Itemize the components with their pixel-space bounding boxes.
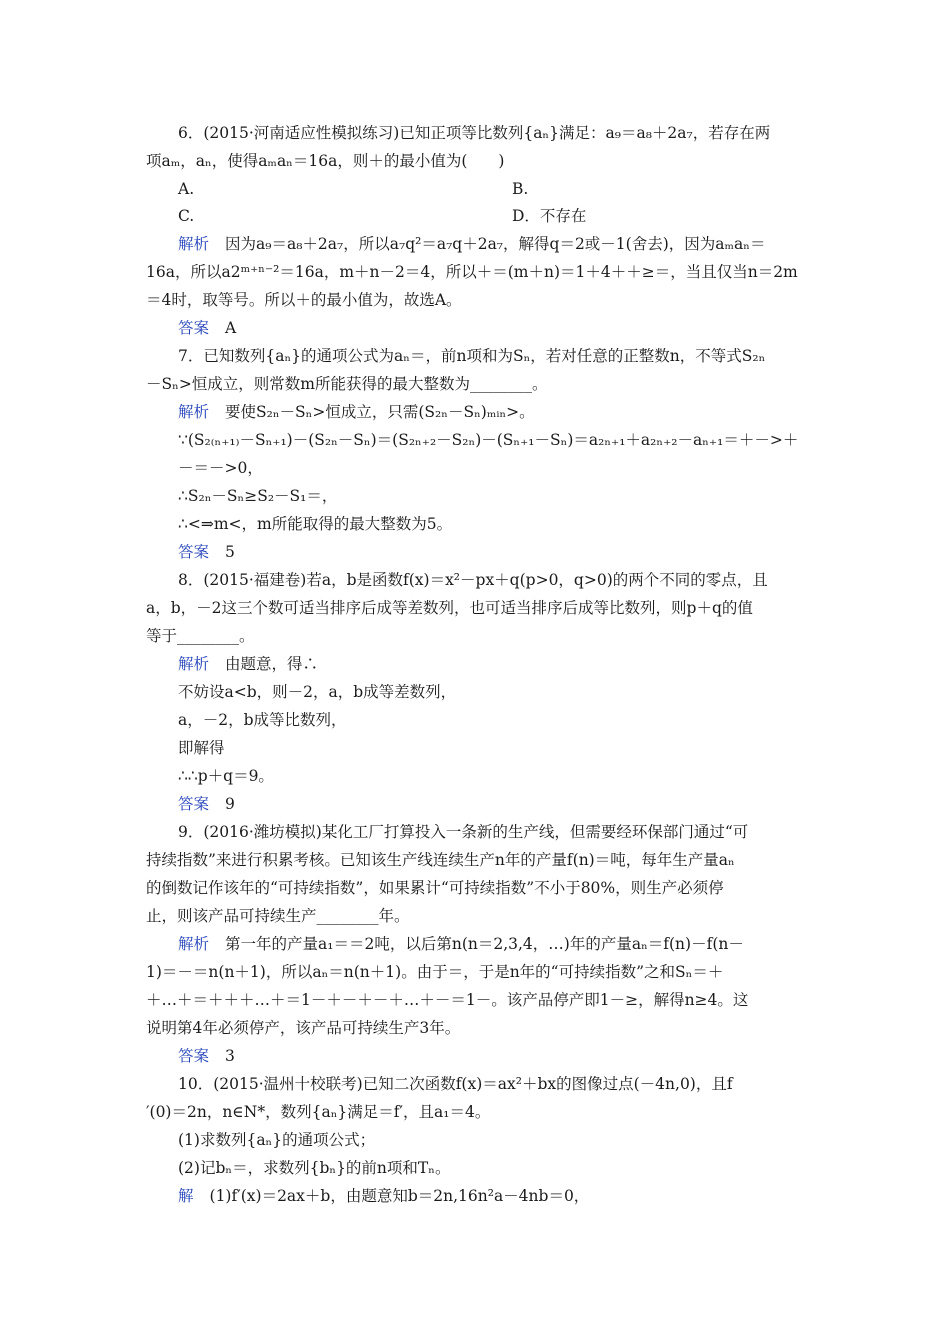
q6-option-c: C. <box>178 207 195 225</box>
q9-analysis-line-1: 解析 第一年的产量a₁＝＝2吨，以后第n(n＝2,3,4，…)年的产量aₙ＝f(n)－f(n－ <box>178 935 744 953</box>
q7-answer: 答案 5 <box>178 543 235 561</box>
answer-tag: 答案 <box>178 1047 210 1065</box>
analysis-tag: 解析 <box>178 235 210 253</box>
analysis-tag: 解析 <box>178 655 210 673</box>
q7-line-1: 7．已知数列{aₙ}的通项公式为aₙ＝，前n项和为Sₙ，若对任意的正整数n，不等式S₂ₙ <box>178 347 766 365</box>
q7-analysis-line-2: ∵(S₂₍ₙ₊₁₎－Sₙ₊₁)－(S₂ₙ－Sₙ)＝(S₂ₙ₊₂－S₂ₙ)－(Sₙ₊₁－Sₙ)＝a₂ₙ₊₁＋a₂ₙ₊₂－aₙ₊₁＝＋－>＋ <box>178 431 799 449</box>
analysis-tag: 解析 <box>178 935 210 953</box>
q6-option-d: D．不存在 <box>512 207 587 225</box>
q8-analysis-line-4: 即解得 <box>178 739 225 757</box>
q6-option-a: A. <box>178 180 195 198</box>
q8-analysis-line-3: a，－2，b成等比数列， <box>178 711 347 729</box>
q6-analysis-line-3: ＝4时，取等号。所以＋的最小值为，故选A。 <box>146 291 462 309</box>
q6-answer: 答案 A <box>178 319 237 337</box>
q9-line-4: 止，则该产品可持续生产________年。 <box>146 907 410 925</box>
q10-line-4: (2)记bₙ＝，求数列{bₙ}的前n项和Tₙ。 <box>178 1159 451 1177</box>
q9-analysis-line-2: 1)＝－＝n(n＋1)，所以aₙ＝n(n＋1)。由于＝，于是n年的“可持续指数”之和Sₙ＝＋ <box>146 963 724 981</box>
q7-line-2: －Sₙ>恒成立，则常数m所能获得的最大整数为________。 <box>146 375 548 393</box>
q10-solution-line-1: 解 (1)f′(x)＝2ax＋b，由题意知b＝2n,16n²a－4nb＝0， <box>178 1187 590 1205</box>
q10-line-1: 10．(2015·温州十校联考)已知二次函数f(x)＝ax²＋bx的图像过点(－4n,0)，且f <box>178 1075 733 1093</box>
analysis-tag: 解析 <box>178 403 210 421</box>
q9-line-2: 持续指数”来进行积累考核。已知该生产线连续生产n年的产量f(n)＝吨，每年生产量aₙ <box>146 851 735 869</box>
q9-analysis-line-3: ＋…＋＝＋＋＋…＋＝1－＋－＋－＋…＋－＝1－。该产品停产即1－≥，解得n≥4。这 <box>146 991 749 1009</box>
q9-line-1: 9．(2016·潍坊模拟)某化工厂打算投入一条新的生产线，但需要经环保部门通过“可 <box>178 823 749 841</box>
q7-analysis-line-1: 解析 要使S₂ₙ－Sₙ>恒成立，只需(S₂ₙ－Sₙ)ₘᵢₙ>。 <box>178 403 535 421</box>
answer-tag: 答案 <box>178 319 210 337</box>
q6-option-b: B. <box>512 180 529 198</box>
q8-analysis-line-5: ∴∴p＋q＝9。 <box>178 767 274 785</box>
q9-line-3: 的倒数记作该年的“可持续指数”，如果累计“可持续指数”不小于80%，则生产必须停 <box>146 879 724 897</box>
q8-line-3: 等于________。 <box>146 627 255 645</box>
q8-line-2: a，b，－2这三个数可适当排序后成等差数列，也可适当排序后成等比数列，则p＋q的值 <box>146 599 753 617</box>
q6-analysis-line-2: 16a，所以a2ᵐ⁺ⁿ⁻²＝16a，m＋n－2＝4，所以＋＝(m＋n)＝1＋4＋＋≥＝，当且仅当n＝2m <box>146 263 798 281</box>
solution-tag: 解 <box>178 1187 194 1205</box>
q9-analysis-line-4: 说明第4年必须停产，该产品可持续生产3年。 <box>146 1019 461 1037</box>
q9-answer: 答案 3 <box>178 1047 235 1065</box>
q7-analysis-line-4: ∴S₂ₙ－Sₙ≥S₂－S₁＝， <box>178 487 338 505</box>
answer-tag: 答案 <box>178 795 210 813</box>
q8-analysis-line-2: 不妨设a<b，则－2，a，b成等差数列， <box>178 683 457 701</box>
q8-answer: 答案 9 <box>178 795 235 813</box>
q6-line-1: 6．(2015·河南适应性模拟练习)已知正项等比数列{aₙ}满足：a₉＝a₈＋2a₇，若存在两 <box>178 124 771 142</box>
q8-line-1: 8．(2015·福建卷)若a，b是函数f(x)＝x²－px＋q(p>0，q>0)的两个不同的零点，且 <box>178 571 768 589</box>
q7-analysis-line-5: ∴<⇒m<，m所能取得的最大整数为5。 <box>178 515 453 533</box>
q6-analysis-line-1: 解析 因为a₉＝a₈＋2a₇，所以a₇q²＝a₇q＋2a₇，解得q＝2或－1(舍去)，因为aₘaₙ＝ <box>178 235 766 253</box>
answer-tag: 答案 <box>178 543 210 561</box>
q7-analysis-line-3: －＝－>0， <box>178 459 263 477</box>
q10-line-3: (1)求数列{aₙ}的通项公式； <box>178 1131 376 1149</box>
q10-line-2: ′(0)＝2n，n∈N*，数列{aₙ}满足＝f′，且a₁＝4。 <box>146 1103 491 1121</box>
q6-line-2: 项aₘ，aₙ，使得aₘaₙ＝16a，则＋的最小值为( ) <box>146 152 505 170</box>
q8-analysis-line-1: 解析 由题意，得∴ <box>178 655 319 673</box>
